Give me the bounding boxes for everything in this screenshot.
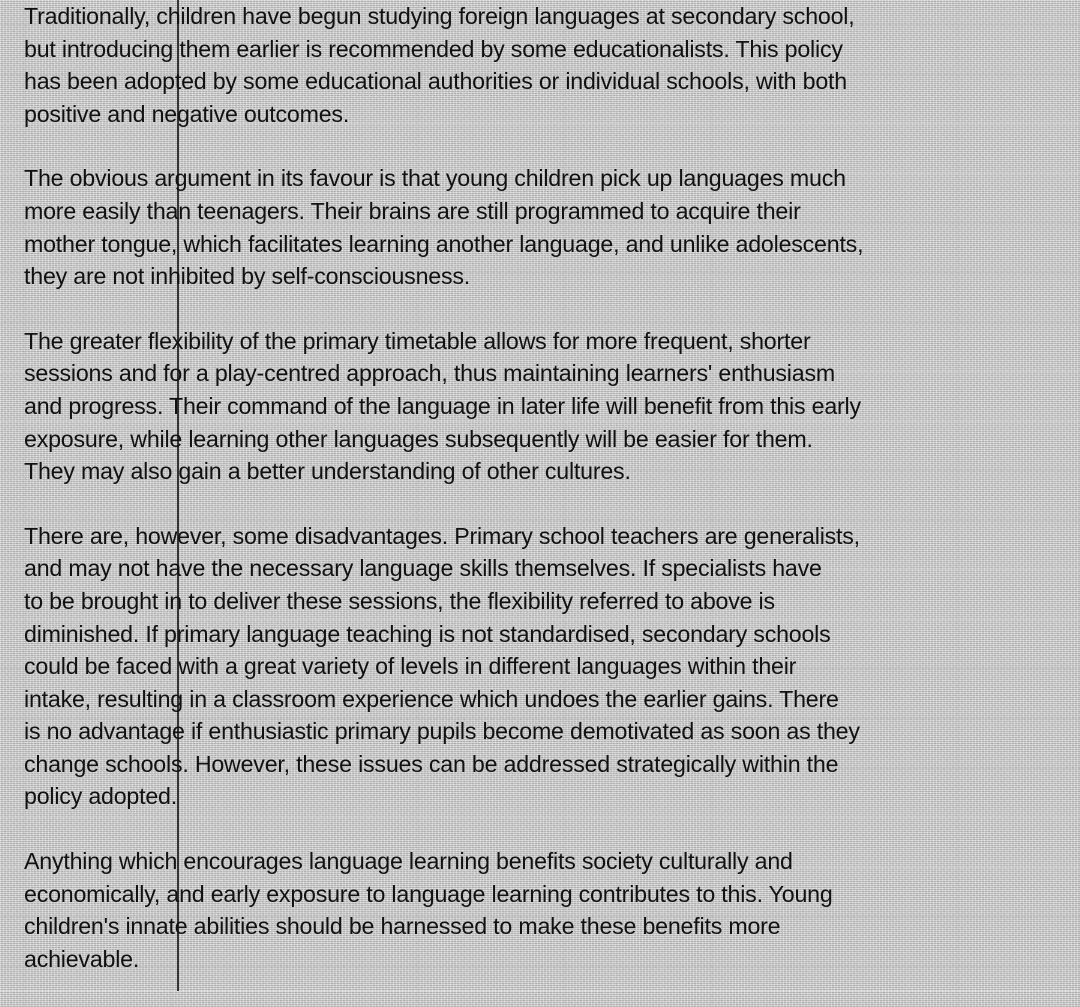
text-line: The obvious argument in its favour is that young children pick up languages much [24,165,846,192]
text-line: Traditionally, children have begun studying foreign languages at secondary school, [24,3,855,29]
paragraph-argument-for [24,162,1064,292]
text-line: sessions and for a play-centred approach, thus maintaining learners' enthusiasm [24,360,835,387]
text-line: and progress. Their command of the language in later life will benefit from this early [24,392,861,419]
text-line: They may also gain a better understanding of other cultures. [24,458,631,485]
paragraph-flexibility [24,325,1064,488]
paragraph-conclusion [24,845,1064,975]
text-line: has been adopted by some educational authorities or individual schools, with both [24,68,847,95]
text-line: change schools. However, these issues can be addressed strategically within the [24,750,839,777]
text-line: achievable. [24,945,140,972]
text-line: more easily than teenagers. Their brains are still programmed to acquire their [24,197,801,224]
text-line: mother tongue, which facilitates learning another language, and unlike adolescents, [24,230,864,257]
text-line: exposure, while learning other languages subsequently will be easier for them. [24,425,813,452]
text-line: positive and negative outcomes. [24,100,350,127]
text-line: The greater flexibility of the primary timetable allows for more frequent, shorter [24,327,811,354]
text-line: diminished. If primary language teaching is not standardised, secondary schools [24,620,831,647]
text-line: but introducing them earlier is recommended by some educationalists. This policy [24,35,843,62]
text-line: Anything which encourages language learning benefits society culturally and [24,848,793,875]
paragraph-introduction [24,0,1064,130]
text-line: they are not inhibited by self-consciousness. [24,263,470,290]
text-line: economically, and early exposure to language learning contributes to this. Young [24,880,833,907]
text-line: could be faced with a great variety of levels in different languages within their [24,653,797,680]
text-line: intake, resulting in a classroom experience which undoes the earlier gains. There [24,685,839,712]
text-line: to be brought in to deliver these sessions, the flexibility referred to above is [24,587,775,614]
essay-document [24,0,1064,1007]
text-line: children's innate abilities should be harnessed to make these benefits more [24,913,781,940]
paragraph-disadvantages [24,520,1064,813]
text-line: There are, however, some disadvantages. Primary school teachers are generalists, [24,522,860,549]
text-line: and may not have the necessary language skills themselves. If specialists have [24,555,822,582]
text-line: is no advantage if enthusiastic primary pupils become demotivated as soon as they [24,718,860,745]
text-line: policy adopted. [24,783,177,810]
